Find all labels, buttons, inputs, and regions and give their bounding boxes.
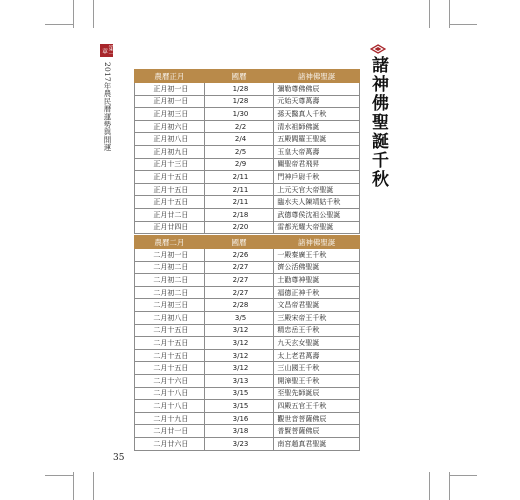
- lunar-date-cell: 正月初六日: [135, 120, 205, 133]
- deity-birthday-cell: 清水祖師佛誕: [274, 120, 360, 133]
- header-deity-birthday: 諸神佛聖誕: [274, 236, 360, 249]
- lunar-date-cell: 二月初二日: [135, 274, 205, 287]
- lunar-date-cell: 正月十三日: [135, 158, 205, 171]
- lunar-date-cell: 二月十五日: [135, 362, 205, 375]
- deity-birthday-cell: 南宮趙真君聖誕: [274, 437, 360, 450]
- deity-birthday-cell: 至聖先師誕辰: [274, 387, 360, 400]
- table-header-row: [135, 236, 360, 249]
- table-row: [135, 425, 360, 438]
- lunar-date-cell: 二月初八日: [135, 311, 205, 324]
- lunar-date-cell: 二月十五日: [135, 337, 205, 350]
- crop-mark: [45, 24, 73, 25]
- gregorian-date-cell: 2/11: [204, 196, 274, 209]
- table-row: [135, 221, 360, 234]
- table-lunar-month-1: [134, 69, 360, 234]
- lunar-date-cell: 正月十五日: [135, 171, 205, 184]
- ornament-icon: [370, 44, 386, 54]
- crop-mark: [449, 475, 477, 476]
- lunar-date-cell: 正月初一日: [135, 95, 205, 108]
- lunar-date-cell: 二月初三日: [135, 299, 205, 312]
- deity-birthday-cell: 一殿秦廣王千秋: [274, 249, 360, 262]
- table-row: [135, 387, 360, 400]
- gregorian-date-cell: 2/18: [204, 208, 274, 221]
- gregorian-date-cell: 2/27: [204, 261, 274, 274]
- gregorian-date-cell: 2/11: [204, 171, 274, 184]
- gregorian-date-cell: 3/12: [204, 349, 274, 362]
- table-row: [135, 274, 360, 287]
- gregorian-date-cell: 3/23: [204, 437, 274, 450]
- deity-birthday-cell: 三殿宋帝王千秋: [274, 311, 360, 324]
- gregorian-date-cell: 2/26: [204, 249, 274, 262]
- page-number: 35: [113, 453, 125, 463]
- deity-birthday-cell: 文昌帝君聖誕: [274, 299, 360, 312]
- header-lunar-date: 農曆正月: [135, 70, 205, 83]
- table-row: [135, 208, 360, 221]
- table-row: [135, 362, 360, 375]
- table-row: [135, 299, 360, 312]
- header-lunar-date: 農曆二月: [135, 236, 205, 249]
- lunar-date-cell: 二月十九日: [135, 412, 205, 425]
- table-lunar-month-2: [134, 235, 360, 451]
- table-row: [135, 311, 360, 324]
- table-row: [135, 337, 360, 350]
- deity-birthday-cell: 門神戶尉千秋: [274, 171, 360, 184]
- gregorian-date-cell: 2/4: [204, 133, 274, 146]
- lunar-date-cell: 正月初九日: [135, 145, 205, 158]
- table-row: [135, 133, 360, 146]
- table-row: [135, 412, 360, 425]
- table-row: [135, 286, 360, 299]
- chapter-tag: 第一章: [100, 44, 114, 57]
- deity-birthday-cell: 孫天醫真人千秋: [274, 108, 360, 121]
- lunar-date-cell: 二月十八日: [135, 400, 205, 413]
- table-row: [135, 83, 360, 96]
- crop-mark: [45, 475, 73, 476]
- gregorian-date-cell: 3/18: [204, 425, 274, 438]
- lunar-date-cell: 二月十五日: [135, 349, 205, 362]
- table-row: [135, 324, 360, 337]
- deity-birthday-cell: 開漳聖王千秋: [274, 374, 360, 387]
- header-gregorian-date: 國曆: [204, 236, 274, 249]
- table-row: [135, 261, 360, 274]
- crop-mark: [93, 472, 94, 500]
- table-row: [135, 196, 360, 209]
- gregorian-date-cell: 1/28: [204, 95, 274, 108]
- deity-birthday-cell: 元始天尊萬壽: [274, 95, 360, 108]
- side-running-title: 2017年農民曆運勢與開運: [103, 62, 112, 152]
- gregorian-date-cell: 3/5: [204, 311, 274, 324]
- deity-birthday-cell: 福德正神千秋: [274, 286, 360, 299]
- deity-birthday-cell: 五殿閻羅王聖誕: [274, 133, 360, 146]
- lunar-date-cell: 正月初三日: [135, 108, 205, 121]
- deity-birthday-cell: 武德尊侯沈祖公聖誕: [274, 208, 360, 221]
- lunar-date-cell: 正月廿四日: [135, 221, 205, 234]
- crop-mark: [93, 0, 94, 28]
- lunar-date-cell: 二月初二日: [135, 261, 205, 274]
- lunar-date-cell: 二月十六日: [135, 374, 205, 387]
- gregorian-date-cell: 2/20: [204, 221, 274, 234]
- deity-birthday-cell: 土勸尊神聖誕: [274, 274, 360, 287]
- gregorian-date-cell: 2/27: [204, 274, 274, 287]
- table-body: [135, 249, 360, 451]
- gregorian-date-cell: 2/9: [204, 158, 274, 171]
- lunar-date-cell: 二月初二日: [135, 286, 205, 299]
- deity-birthday-cell: 九天玄女聖誕: [274, 337, 360, 350]
- vertical-title-block: [366, 44, 390, 189]
- crop-mark: [73, 0, 74, 28]
- deity-birthday-cell: 普賢菩薩佛辰: [274, 425, 360, 438]
- table-row: [135, 374, 360, 387]
- lunar-date-cell: 正月十五日: [135, 183, 205, 196]
- lunar-date-cell: 二月十五日: [135, 324, 205, 337]
- table-row: [135, 249, 360, 262]
- table-row: [135, 95, 360, 108]
- lunar-date-cell: 二月廿一日: [135, 425, 205, 438]
- header-deity-birthday: 諸神佛聖誕: [274, 70, 360, 83]
- crop-mark: [449, 472, 450, 500]
- crop-mark: [449, 24, 477, 25]
- table-row: [135, 108, 360, 121]
- table-row: [135, 437, 360, 450]
- deity-birthday-cell: 臨水夫人陳靖姑千秋: [274, 196, 360, 209]
- gregorian-date-cell: 1/30: [204, 108, 274, 121]
- gregorian-date-cell: 1/28: [204, 83, 274, 96]
- table-row: [135, 400, 360, 413]
- table-header-row: [135, 70, 360, 83]
- deity-birthday-cell: 彌勒尊佛佛辰: [274, 83, 360, 96]
- lunar-date-cell: 正月廿二日: [135, 208, 205, 221]
- table-row: [135, 183, 360, 196]
- header-gregorian-date: 國曆: [204, 70, 274, 83]
- crop-mark: [73, 472, 74, 500]
- table-row: [135, 120, 360, 133]
- deity-birthday-cell: 精忠岳王千秋: [274, 324, 360, 337]
- gregorian-date-cell: 3/13: [204, 374, 274, 387]
- table-row: [135, 158, 360, 171]
- deity-birthday-cell: 觀世音菩薩佛辰: [274, 412, 360, 425]
- gregorian-date-cell: 3/15: [204, 387, 274, 400]
- deity-birthday-cell: 雷都光耀大帝聖誕: [274, 221, 360, 234]
- deity-birthday-cell: 濟公活佛聖誕: [274, 261, 360, 274]
- gregorian-date-cell: 3/15: [204, 400, 274, 413]
- gregorian-date-cell: 3/12: [204, 337, 274, 350]
- deity-birthday-cell: 關聖帝君飛昇: [274, 158, 360, 171]
- gregorian-date-cell: 3/12: [204, 324, 274, 337]
- lunar-date-cell: 二月十八日: [135, 387, 205, 400]
- deity-birthday-cell: 三山國王千秋: [274, 362, 360, 375]
- table-row: [135, 171, 360, 184]
- table-row: [135, 145, 360, 158]
- gregorian-date-cell: 3/12: [204, 362, 274, 375]
- deity-birthday-cell: 上元天官大帝聖誕: [274, 183, 360, 196]
- lunar-date-cell: 二月初一日: [135, 249, 205, 262]
- table-body: [135, 83, 360, 234]
- deity-birthday-cell: 四殿五官王千秋: [274, 400, 360, 413]
- page-title: 諸神佛聖誕千秋: [368, 56, 388, 189]
- gregorian-date-cell: 2/28: [204, 299, 274, 312]
- lunar-date-cell: 正月初一日: [135, 83, 205, 96]
- gregorian-date-cell: 2/11: [204, 183, 274, 196]
- crop-mark: [429, 0, 430, 28]
- gregorian-date-cell: 3/16: [204, 412, 274, 425]
- gregorian-date-cell: 2/2: [204, 120, 274, 133]
- gregorian-date-cell: 2/5: [204, 145, 274, 158]
- crop-mark: [429, 472, 430, 500]
- table-row: [135, 349, 360, 362]
- gregorian-date-cell: 2/27: [204, 286, 274, 299]
- deity-birthday-cell: 太上老君萬壽: [274, 349, 360, 362]
- lunar-date-cell: 正月十五日: [135, 196, 205, 209]
- lunar-date-cell: 正月初八日: [135, 133, 205, 146]
- deity-birthday-cell: 玉皇大帝萬壽: [274, 145, 360, 158]
- lunar-date-cell: 二月廿六日: [135, 437, 205, 450]
